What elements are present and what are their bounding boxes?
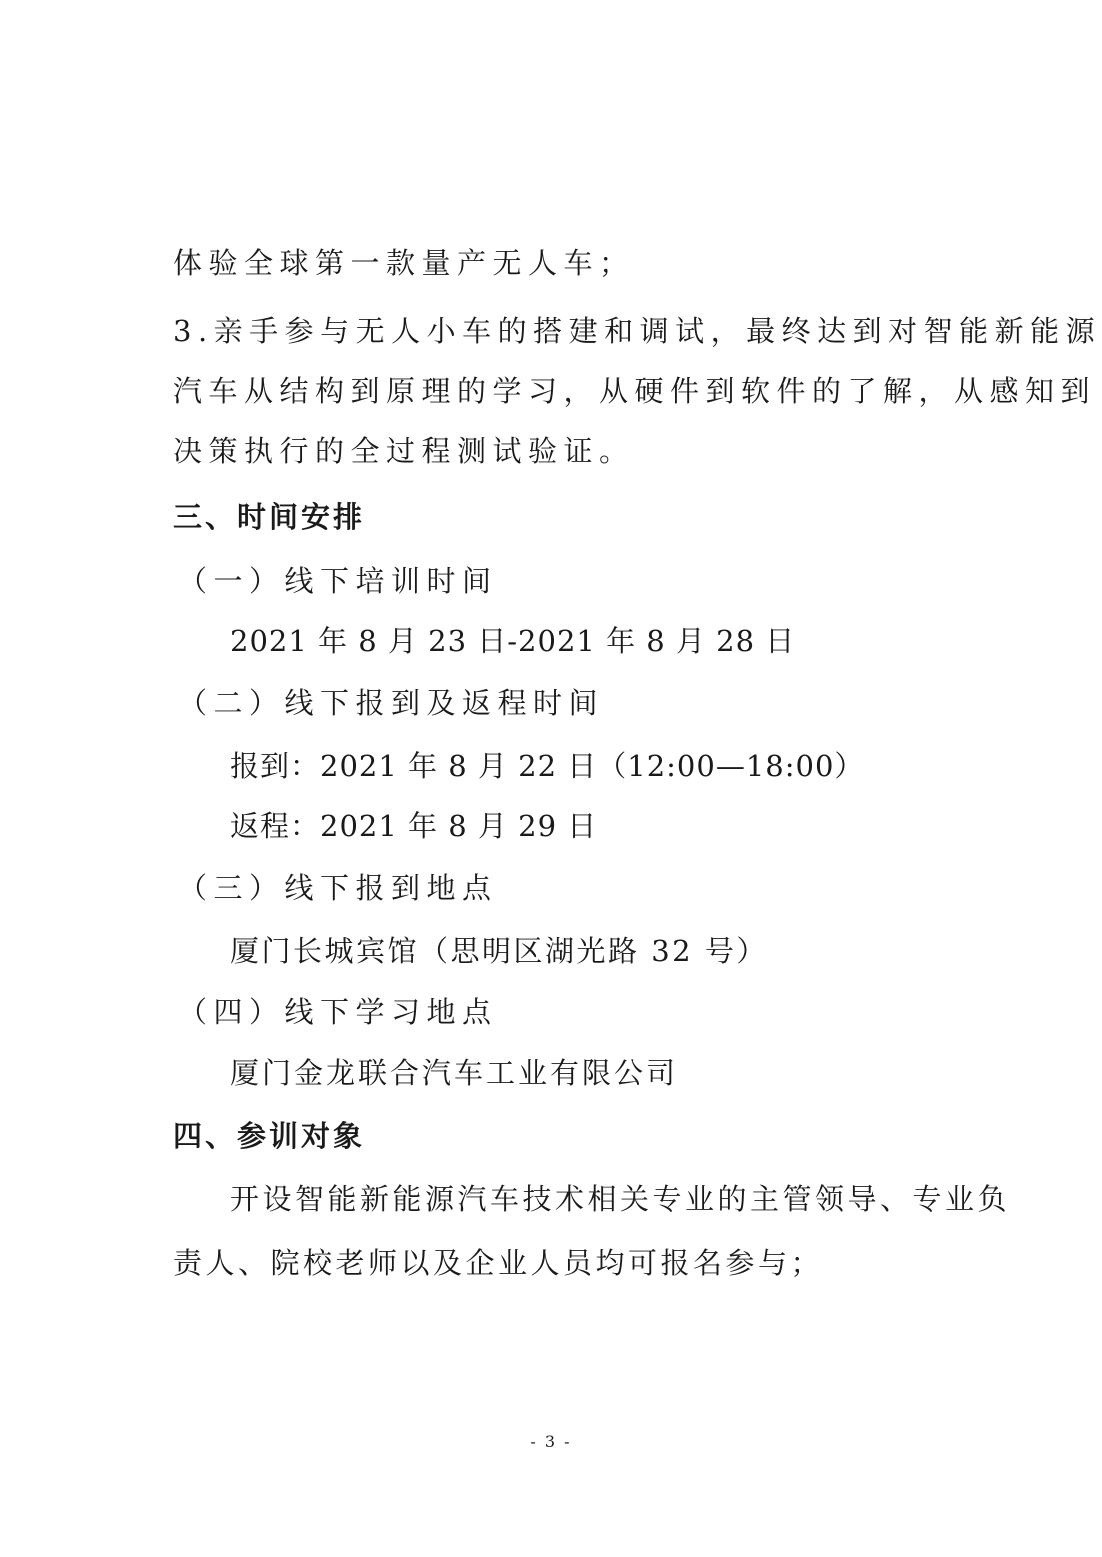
body-text-line: 开设智能新能源汽车技术相关专业的主管领导、专业负: [230, 1182, 1011, 1216]
return-date: 返程：2021 年 8 月 29 日: [230, 809, 598, 843]
subsection-heading-checkin-location: （三）线下报到地点: [178, 871, 498, 905]
body-text-line: 责人、院校老师以及企业人员均可报名参与；: [173, 1246, 824, 1280]
checkin-location: 厦门长城宾馆（思明区湖光路 32 号）: [230, 934, 768, 968]
subsection-heading-checkin-return: （二）线下报到及返程时间: [178, 686, 605, 720]
study-location: 厦门金龙联合汽车工业有限公司: [230, 1056, 679, 1090]
section-heading-time-schedule: 三、时间安排: [173, 500, 366, 534]
training-date-range: 2021 年 8 月 23 日-2021 年 8 月 28 日: [230, 624, 796, 658]
subsection-heading-training-time: （一）线下培训时间: [178, 564, 498, 598]
checkin-date: 报到：2021 年 8 月 22 日（12:00—18:00）: [230, 749, 865, 783]
body-text-line: 体验全球第一款量产无人车；: [173, 246, 635, 280]
body-text-line: 汽车从结构到原理的学习，从硬件到软件的了解，从感知到: [173, 374, 1097, 408]
section-heading-participants: 四、参训对象: [173, 1119, 366, 1153]
list-item-3: 3.亲手参与无人小车的搭建和调试，最终达到对智能新能源: [173, 314, 1102, 348]
body-text-line: 决策执行的全过程测试验证。: [173, 434, 635, 468]
page-number: - 3 -: [530, 1432, 572, 1451]
subsection-heading-study-location: （四）线下学习地点: [178, 995, 498, 1029]
